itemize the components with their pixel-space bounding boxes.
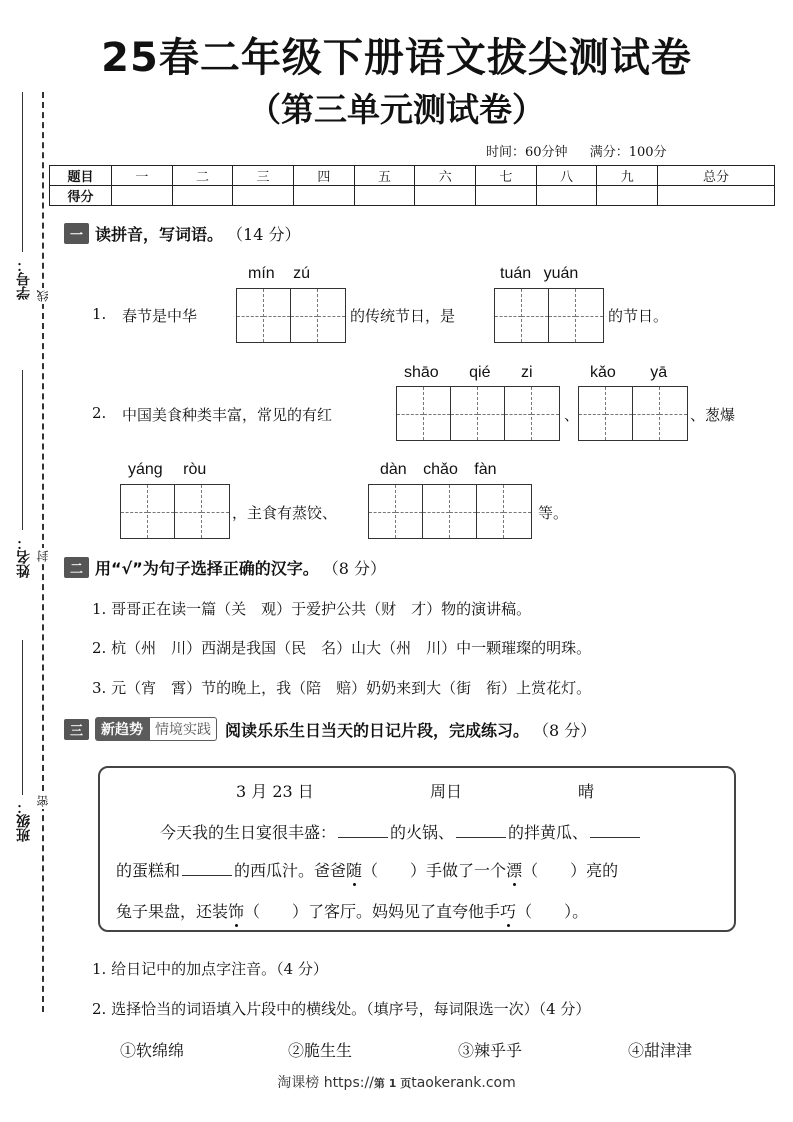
diary-text: 的蛋糕和: [116, 861, 181, 880]
practice-badge: 情境实践: [149, 717, 217, 741]
question-text: 中国美食种类丰富，常见的有红: [122, 406, 333, 424]
grid-half: [549, 289, 576, 342]
score-input-cell[interactable]: [112, 186, 173, 206]
footer-right: taokerank.com: [411, 1075, 516, 1091]
score-input-cell[interactable]: [415, 186, 476, 206]
binding-line-text: 线: [36, 290, 50, 302]
table-cell: 四: [294, 166, 355, 186]
list-item: 2. 杭（州 川）西湖是我国（民 名）山大（州 川）中一颗璀璨的明珠。: [92, 639, 592, 657]
question-text: 的节日。: [608, 307, 669, 325]
table-cell: 题目: [50, 166, 112, 186]
fill-blank[interactable]: [456, 824, 506, 838]
section-number: 一: [64, 223, 89, 244]
section-title: 用“√”为句子选择正确的汉字。: [95, 559, 319, 578]
table-cell: 总分: [658, 166, 775, 186]
question-text: 春节是中华: [122, 307, 198, 325]
grid-half: [504, 485, 531, 538]
table-cell: 得分: [50, 186, 112, 206]
page-number: 第 1 页: [373, 1077, 412, 1090]
score-input-cell[interactable]: [354, 186, 415, 206]
section-1-header: [64, 222, 300, 245]
diary-text: （ ）。: [516, 902, 589, 921]
question-text: 的传统节日，是: [350, 307, 456, 325]
dotted-char: 随: [346, 861, 363, 880]
diary-line-3: [116, 899, 588, 922]
separator: 、: [564, 406, 580, 424]
section-number: 二: [64, 557, 89, 578]
section-score: （8 分）: [533, 720, 597, 740]
diary-text: 兔子果盘，还装: [116, 902, 229, 921]
answer-box-2char[interactable]: [236, 288, 346, 343]
sub-question-2: 2. 选择恰当的词语填入片段中的横线处。（填序号，每词限选一次）（4 分）: [92, 1000, 591, 1018]
fill-blank[interactable]: [590, 824, 640, 838]
name-label: 姓名：: [16, 536, 32, 578]
section-number: 三: [64, 719, 89, 740]
dotted-char: 漂: [506, 861, 523, 880]
answer-box-2char[interactable]: [494, 288, 604, 343]
option-2: ②脆生生: [288, 1041, 353, 1060]
diary-line-2: [116, 858, 618, 881]
grid-half: [522, 289, 549, 342]
question-number: 1.: [92, 305, 107, 323]
score-input-cell[interactable]: [172, 186, 233, 206]
pinyin-prompt: shāo qié zi: [404, 364, 533, 381]
grid-half: [606, 387, 633, 440]
footer-left: 淘课榜 https://: [277, 1075, 374, 1091]
answer-box-3char[interactable]: [396, 386, 560, 441]
grid-half: [202, 485, 229, 538]
grid-half: [576, 289, 603, 342]
table-cell: 五: [354, 166, 415, 186]
grid-half: [478, 387, 505, 440]
diary-weekday: 周日: [430, 782, 463, 801]
table-cell: 二: [172, 166, 233, 186]
grid-half: [633, 387, 660, 440]
name-rule: [22, 370, 23, 530]
sub-question-1: 1. 给日记中的加点字注音。（4 分）: [92, 960, 328, 978]
grid-half: [397, 387, 424, 440]
grid-half: [175, 485, 202, 538]
table-cell: 九: [597, 166, 658, 186]
binding-seal-text: 封: [36, 550, 50, 562]
page-subtitle: （第三单元测试卷）: [248, 90, 545, 129]
score-table-score-row: [50, 186, 775, 206]
question-text: 等。: [538, 504, 569, 522]
fill-blank[interactable]: [338, 824, 388, 838]
table-cell: 八: [536, 166, 597, 186]
score-input-cell[interactable]: [294, 186, 355, 206]
page-title: 25春二年级下册语文拔尖测试卷: [101, 35, 692, 81]
student-id-rule: [22, 92, 23, 252]
grid-half: [451, 387, 478, 440]
grid-half: [505, 387, 532, 440]
table-cell: 七: [476, 166, 537, 186]
score-input-cell[interactable]: [476, 186, 537, 206]
grid-half: [579, 387, 606, 440]
grid-half: [264, 289, 291, 342]
score-table: [49, 165, 775, 206]
pinyin-prompt: dàn chǎo fàn: [380, 461, 497, 478]
diary-text: 的西瓜汁。爸爸: [234, 861, 347, 880]
score-input-cell[interactable]: [597, 186, 658, 206]
table-cell: 三: [233, 166, 294, 186]
pinyin-prompt: kǎo yā: [590, 364, 668, 381]
grid-half: [148, 485, 175, 538]
pinyin-prompt: mín zú: [248, 265, 311, 282]
grid-half: [495, 289, 522, 342]
grid-half: [477, 485, 504, 538]
diary-text: 今天我的生日宴很丰盛：: [160, 823, 337, 842]
class-label: 班级：: [16, 800, 32, 842]
option-4: ④甜津津: [628, 1041, 693, 1060]
time-limit: 时间：60分钟: [486, 145, 568, 160]
diary-weather: 晴: [578, 782, 595, 801]
answer-box-3char[interactable]: [368, 484, 532, 539]
table-cell: 一: [112, 166, 173, 186]
grid-half: [318, 289, 345, 342]
option-1: ①软绵绵: [120, 1041, 185, 1060]
diary-text: 的拌黄瓜、: [508, 823, 589, 842]
diary-date: 3 月 23 日: [236, 782, 314, 801]
grid-half: [424, 387, 451, 440]
section-title: 读拼音，写词语。: [95, 225, 224, 244]
student-id-label: 学号：: [16, 258, 32, 300]
trend-badge: 新趋势: [95, 717, 149, 741]
grid-half: [396, 485, 423, 538]
grid-half: [450, 485, 477, 538]
diary-text: （ ）亮的: [522, 861, 619, 880]
question-text: 、葱爆: [690, 406, 736, 424]
grid-half: [121, 485, 148, 538]
score-input-cell[interactable]: [233, 186, 294, 206]
section-score: （14 分）: [227, 225, 301, 244]
answer-box-2char[interactable]: [120, 484, 230, 539]
grid-half: [291, 289, 318, 342]
full-score: 满分：100分: [589, 145, 667, 160]
list-item: 1. 哥哥正在读一篇（关 观）于爱护公共（财 才）物的演讲稿。: [92, 600, 532, 618]
score-input-cell[interactable]: [658, 186, 775, 206]
section-3-header: [64, 717, 596, 741]
question-text: ，主食有蒸饺、: [232, 504, 338, 522]
section-title: 阅读乐乐生日当天的日记片段，完成练习。: [225, 720, 530, 740]
dotted-char: 巧: [500, 902, 517, 921]
pinyin-prompt: yáng ròu: [128, 461, 207, 478]
list-item: 3. 元（宵 霄）节的晚上，我（陪 赔）奶奶来到大（街 衔）上赏花灯。: [92, 679, 592, 697]
diary-line-1: [160, 820, 642, 843]
dotted-char: 饰: [228, 902, 245, 921]
class-rule: [22, 640, 23, 795]
diary-text: 的火锅、: [390, 823, 455, 842]
grid-half: [369, 485, 396, 538]
section-score: （8 分）: [322, 559, 387, 578]
table-cell: 六: [415, 166, 476, 186]
grid-half: [423, 485, 450, 538]
section-2-header: [64, 556, 386, 579]
score-input-cell[interactable]: [536, 186, 597, 206]
grid-half: [532, 387, 559, 440]
answer-box-2char[interactable]: [578, 386, 688, 441]
option-3: ③辣乎乎: [458, 1041, 523, 1060]
question-number: 2.: [92, 404, 107, 422]
binding-secret-text: 密: [36, 795, 50, 807]
pinyin-prompt: tuán yuán: [500, 265, 579, 282]
grid-half: [660, 387, 687, 440]
diary-text: （ ）手做了一个: [362, 861, 507, 880]
score-table-header-row: [50, 166, 775, 186]
fill-blank[interactable]: [182, 862, 232, 876]
diary-text: （ ）了客厅。妈妈见了直夸他手: [244, 902, 501, 921]
page-footer: [0, 1072, 793, 1092]
exam-meta: [486, 141, 685, 160]
grid-half: [237, 289, 264, 342]
